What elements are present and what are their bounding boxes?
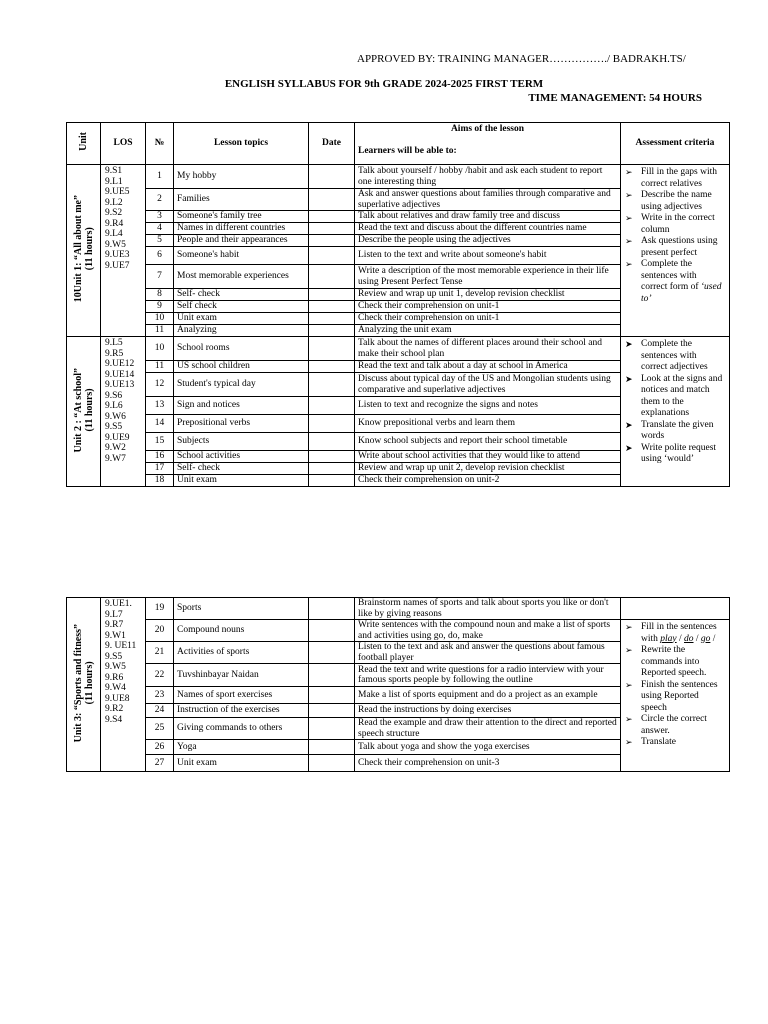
lesson-topic: Student's typical day (174, 373, 309, 397)
arrow-bullet-icon: ➢ (625, 737, 633, 747)
lesson-aim: Write about school activities that they would like to attend (355, 451, 621, 463)
lesson-date (309, 247, 355, 265)
col-criteria-header: Assessment criteria (621, 123, 730, 165)
lesson-aim: Analyzing the unit exam (355, 325, 621, 337)
unit-name: Unit 2 : “At school” (11 hours) (67, 337, 101, 487)
los-code: 9.UE1. (105, 599, 132, 609)
lesson-aim: Listen to the text and write about someone's habit (355, 247, 621, 265)
lesson-aim: Listen to the text and ask and answer the questions about famous football player (355, 642, 621, 664)
lesson-date (309, 718, 355, 740)
arrow-bullet-icon: ➢ (625, 213, 633, 223)
lesson-number: 10 (146, 313, 174, 325)
los-code: 9.UE12 (105, 359, 135, 369)
arrow-bullet-icon: ➤ (625, 419, 633, 430)
lesson-number: 21 (146, 642, 174, 664)
lesson-topic: Instruction of the exercises (174, 704, 309, 718)
assessment-criteria-empty (621, 598, 730, 620)
los-code: 9.UE13 (105, 380, 135, 390)
lesson-topic: Names of sport exercises (174, 687, 309, 704)
criteria-item: ➢ Complete the sentences with correct form of ‘used to’ (625, 259, 722, 304)
lesson-topic: Tuvshinbayar Naidan (174, 664, 309, 687)
los-code: 9.UE5 (105, 187, 130, 197)
criteria-item: ➢ Describe the name using adjectives (625, 190, 712, 212)
lesson-aim: Know prepositional verbs and learn them (355, 415, 621, 433)
time-management: TIME MANAGEMENT: 54 HOURS (528, 92, 702, 104)
los-code: 9.S4 (105, 714, 123, 725)
criteria-item: ➢ Fill in the sentences with play / do / go / (625, 622, 717, 644)
los-code: 9.L6 (105, 401, 123, 411)
los-code: 9.W5 (105, 239, 126, 250)
los-code: 9.S5 (105, 651, 123, 662)
lesson-topic: Compound nouns (174, 620, 309, 642)
arrow-bullet-icon: ➢ (625, 622, 633, 632)
lesson-row (67, 165, 730, 189)
lesson-topic: School rooms (174, 337, 309, 361)
lesson-number: 1 (146, 165, 174, 189)
lesson-date (309, 451, 355, 463)
lesson-aim: Read the text and write questions for a radio interview with your famous sports people by following the outline (355, 664, 621, 687)
criteria-item: ➤ Write polite request using ‘would’ (625, 442, 717, 464)
lesson-number: 26 (146, 740, 174, 755)
lesson-topic: Unit exam (174, 475, 309, 487)
lesson-date (309, 301, 355, 313)
criteria-item: ➢ Translate (625, 737, 677, 747)
lesson-aim: Read the example and draw their attention to the direct and reported speech structure (355, 718, 621, 740)
lesson-date (309, 325, 355, 337)
lesson-aim: Write a description of the most memorable experience in their life using Present Perfect Tense (355, 265, 621, 289)
los-code: 9.UE7 (105, 260, 130, 271)
los-code: 9.W6 (105, 411, 126, 422)
los-code: 9.S2 (105, 208, 123, 218)
los-code: 9.L4 (105, 229, 123, 239)
lesson-topic: Activities of sports (174, 642, 309, 664)
lesson-date (309, 598, 355, 620)
lesson-topic: Self check (174, 301, 309, 313)
los-code: 9.R5 (105, 348, 124, 359)
lesson-date (309, 313, 355, 325)
los-code: 9.R4 (105, 218, 124, 229)
lesson-date (309, 361, 355, 373)
lesson-number: 6 (146, 247, 174, 265)
approval-line: APPROVED BY: TRAINING MANAGER……………./ BADRAKH.TS/ (357, 53, 686, 65)
lesson-aim: Review and wrap up unit 1, develop revision checklist (355, 289, 621, 301)
criteria-item: ➢ Fill in the gaps with correct relatives (625, 167, 717, 189)
assessment-criteria (621, 165, 730, 337)
lesson-number: 13 (146, 397, 174, 415)
col-los-header: LOS (101, 123, 146, 165)
lesson-date (309, 337, 355, 361)
lesson-row (67, 620, 730, 642)
los-code: 9.W5 (105, 662, 126, 672)
lesson-topic: Unit exam (174, 755, 309, 772)
lesson-number: 25 (146, 718, 174, 740)
criteria-item: ➢ Circle the correct answer. (625, 714, 707, 736)
los-code: 9.S1 (105, 166, 123, 176)
lesson-date (309, 704, 355, 718)
lesson-topic: Self- check (174, 463, 309, 475)
criteria-item: ➤ Complete the sentences with correct adjectives (625, 339, 708, 372)
los-code: 9.W7 (105, 453, 126, 464)
lesson-number: 23 (146, 687, 174, 704)
unit-2-body (67, 337, 730, 487)
lesson-number: 15 (146, 433, 174, 451)
unit-name: Unit 3: “Sports and fitness” (11 hours) (67, 598, 101, 772)
los-code: 9.R7 (105, 620, 124, 630)
criteria-item: ➢ Write in the correct column (625, 213, 715, 235)
lesson-date (309, 642, 355, 664)
lesson-topic: Someone's family tree (174, 211, 309, 223)
lesson-topic: School activities (174, 451, 309, 463)
los-list (101, 598, 146, 772)
criteria-item: ➢ Ask questions using present perfect (625, 236, 718, 258)
lesson-topic: Prepositional verbs (174, 415, 309, 433)
lesson-aim: Discuss about typical day of the US and Mongolian students using comparative and superlative adjectives (355, 373, 621, 397)
lesson-aim: Make a list of sports equipment and do a project as an example (355, 687, 621, 704)
los-code: 9.L7 (105, 609, 123, 620)
lesson-row (67, 337, 730, 361)
lesson-number: 10 (146, 337, 174, 361)
header-row (67, 123, 730, 165)
col-unit-header: Unit (67, 123, 101, 165)
los-code: 9.W4 (105, 683, 126, 693)
lesson-date (309, 265, 355, 289)
arrow-bullet-icon: ➤ (625, 373, 633, 384)
lesson-date (309, 373, 355, 397)
lesson-topic: Analyzing (174, 325, 309, 337)
unit-1-body (67, 165, 730, 337)
lesson-date (309, 189, 355, 211)
col-aims-header: Aims of the lesson Learners will be able to: (355, 123, 621, 165)
lesson-number: 9 (146, 301, 174, 313)
lesson-aim: Talk about yourself / hobby /habit and ask each student to report one interesting thing (355, 165, 621, 189)
lesson-date (309, 620, 355, 642)
lesson-aim: Write sentences with the compound noun and make a list of sports and activities using go, do, make (355, 620, 621, 642)
lesson-topic: Unit exam (174, 313, 309, 325)
lesson-number: 19 (146, 598, 174, 620)
lesson-number: 20 (146, 620, 174, 642)
assessment-criteria (621, 337, 730, 487)
lesson-number: 5 (146, 235, 174, 247)
lesson-date (309, 687, 355, 704)
los-code: 9.W1 (105, 630, 126, 641)
lesson-date (309, 235, 355, 247)
arrow-bullet-icon: ➢ (625, 679, 633, 690)
los-code: 9.W2 (105, 443, 126, 453)
lesson-date (309, 755, 355, 772)
lesson-number: 8 (146, 289, 174, 301)
lesson-date (309, 165, 355, 189)
arrow-bullet-icon: ➢ (625, 259, 633, 269)
los-code: 9.L5 (105, 338, 123, 348)
lesson-topic: Yoga (174, 740, 309, 755)
los-code: 9.UE3 (105, 250, 130, 260)
lesson-date (309, 740, 355, 755)
arrow-bullet-icon: ➢ (625, 645, 633, 655)
lesson-number: 4 (146, 223, 174, 235)
los-code: 9. UE11 (105, 641, 137, 651)
arrow-bullet-icon: ➢ (625, 714, 633, 724)
los-code: 9.R2 (105, 704, 124, 714)
lesson-aim: Describe the people using the adjectives (355, 235, 621, 247)
col-topics-header: Lesson topics (174, 123, 309, 165)
lesson-date (309, 433, 355, 451)
lesson-number: 7 (146, 265, 174, 289)
lesson-number: 16 (146, 451, 174, 463)
lesson-topic: Families (174, 189, 309, 211)
lesson-aim: Know school subjects and report their school timetable (355, 433, 621, 451)
lesson-topic: Most memorable experiences (174, 265, 309, 289)
lesson-number: 22 (146, 664, 174, 687)
lesson-number: 24 (146, 704, 174, 718)
document-title: ENGLISH SYLLABUS FOR 9th GRADE 2024-2025 FIRST TERM (224, 78, 544, 90)
syllabus-table-2 (66, 597, 730, 772)
lesson-number: 17 (146, 463, 174, 475)
lesson-aim: Check their comprehension on unit-2 (355, 475, 621, 487)
lesson-number: 11 (146, 325, 174, 337)
lesson-date (309, 397, 355, 415)
lesson-aim: Check their comprehension on unit-3 (355, 755, 621, 772)
lesson-topic: Names in different countries (174, 223, 309, 235)
arrow-bullet-icon: ➢ (625, 236, 633, 246)
lesson-number: 12 (146, 373, 174, 397)
los-code: 9.UE8 (105, 693, 130, 704)
lesson-row (67, 598, 730, 620)
lesson-aim: Brainstorm names of sports and talk about sports you like or don't like by giving reasons (355, 598, 621, 620)
los-code: 9.R6 (105, 672, 124, 683)
criteria-item: ➢ Finish the sentences using Reported speech (625, 679, 718, 713)
lesson-aim: Review and wrap up unit 2, develop revision checklist (355, 463, 621, 475)
lesson-aim: Check their comprehension on unit-1 (355, 301, 621, 313)
lesson-topic: Self- check (174, 289, 309, 301)
lesson-aim: Talk about yoga and show the yoga exercises (355, 740, 621, 755)
lesson-date (309, 463, 355, 475)
lesson-aim: Read the text and talk about a day at school in America (355, 361, 621, 373)
lesson-topic: My hobby (174, 165, 309, 189)
assessment-criteria (621, 620, 730, 772)
lesson-aim: Ask and answer questions about families through comparative and superlative adjectives (355, 189, 621, 211)
lesson-topic: People and their appearances (174, 235, 309, 247)
lesson-date (309, 223, 355, 235)
lesson-date (309, 289, 355, 301)
criteria-item: ➤ Translate the given words (625, 419, 714, 441)
lesson-aim: Listen to text and recognize the signs and notes (355, 397, 621, 415)
lesson-topic: Someone's habit (174, 247, 309, 265)
arrow-bullet-icon: ➢ (625, 167, 633, 177)
lesson-topic: Sports (174, 598, 309, 620)
los-list (101, 337, 146, 487)
unit-name: 10Unit 1: “All about me” (11 hours) (67, 165, 101, 337)
los-code: 9.L2 (105, 197, 123, 208)
los-code: 9.UE9 (105, 432, 130, 443)
lesson-aim: Talk about relatives and draw family tree and discuss (355, 211, 621, 223)
arrow-bullet-icon: ➤ (625, 339, 633, 349)
los-code: 9.UE14 (105, 369, 135, 380)
los-code: 9.S6 (105, 390, 123, 401)
col-date-header: Date (309, 123, 355, 165)
lesson-date (309, 664, 355, 687)
lesson-number: 18 (146, 475, 174, 487)
lesson-date (309, 475, 355, 487)
col-no-header: № (146, 123, 174, 165)
criteria-item: ➢ Rewrite the commands into Reported speech. (625, 645, 707, 678)
lesson-number: 2 (146, 189, 174, 211)
unit-3-body (67, 598, 730, 772)
lesson-number: 27 (146, 755, 174, 772)
syllabus-table-1 (66, 122, 730, 487)
lesson-topic: Giving commands to others (174, 718, 309, 740)
arrow-bullet-icon: ➤ (625, 442, 633, 453)
lesson-number: 3 (146, 211, 174, 223)
lesson-aim: Talk about the names of different places around their school and make their school plan (355, 337, 621, 361)
lesson-date (309, 415, 355, 433)
arrow-bullet-icon: ➢ (625, 190, 633, 200)
los-code: 9.S5 (105, 422, 123, 432)
lesson-aim: Read the text and discuss about the different countries name (355, 223, 621, 235)
lesson-date (309, 211, 355, 223)
lesson-topic: US school children (174, 361, 309, 373)
los-list (101, 165, 146, 337)
criteria-item: ➤ Look at the signs and notices and match them to the explanations (625, 373, 723, 418)
lesson-number: 11 (146, 361, 174, 373)
los-code: 9.L1 (105, 176, 123, 187)
lesson-topic: Subjects (174, 433, 309, 451)
lesson-aim: Check their comprehension on unit-1 (355, 313, 621, 325)
lesson-topic: Sign and notices (174, 397, 309, 415)
lesson-number: 14 (146, 415, 174, 433)
lesson-aim: Read the instructions by doing exercises (355, 704, 621, 718)
